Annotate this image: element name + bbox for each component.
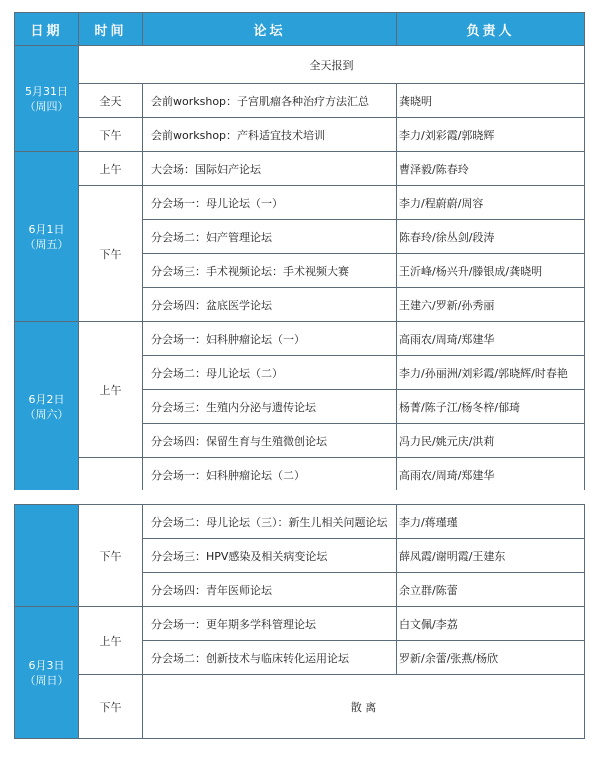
table-row bbox=[15, 322, 585, 356]
person-cell: 李力/蒋瑾瑾 bbox=[397, 505, 585, 539]
table-row bbox=[15, 46, 585, 84]
time-cell: 下午 bbox=[79, 118, 143, 152]
person-cell: 王建六/罗新/孙秀丽 bbox=[397, 288, 585, 322]
person-cell: 白文佩/李荔 bbox=[397, 607, 585, 641]
person-cell: 李力/孙丽洲/刘彩霞/郭晓辉/时春艳 bbox=[397, 356, 585, 390]
date-label: 5月31日 bbox=[25, 84, 68, 98]
forum-cell: 会前workshop：子宫肌瘤各种治疗方法汇总 bbox=[143, 84, 397, 118]
date-cell-day2 bbox=[15, 152, 79, 322]
person-cell: 李力/刘彩霞/郭晓辉 bbox=[397, 118, 585, 152]
forum-cell: 分会场三：手术视频论坛：手术视频大赛 bbox=[143, 254, 397, 288]
weekday-label: （周六） bbox=[24, 407, 69, 421]
date-label: 6月1日 bbox=[28, 222, 65, 236]
weekday-label: （周四） bbox=[24, 99, 69, 113]
person-cell: 陈春玲/徐丛剑/段涛 bbox=[397, 220, 585, 254]
person-cell: 余立群/陈蕾 bbox=[397, 573, 585, 607]
schedule-table-part2 bbox=[14, 504, 585, 739]
header-person: 负责人 bbox=[397, 13, 585, 46]
person-cell: 冯力民/姚元庆/洪莉 bbox=[397, 424, 585, 458]
forum-cell: 分会场一：妇科肿瘤论坛（二） bbox=[143, 458, 397, 492]
schedule-table-part1 bbox=[14, 12, 585, 492]
time-cell: 全天 bbox=[79, 84, 143, 118]
table-row bbox=[15, 675, 585, 739]
forum-cell: 分会场四：保留生育与生殖微创论坛 bbox=[143, 424, 397, 458]
forum-cell: 分会场四：盆底医学论坛 bbox=[143, 288, 397, 322]
forum-cell: 分会场二：母儿论坛（二） bbox=[143, 356, 397, 390]
date-label: 6月2日 bbox=[28, 392, 65, 406]
weekday-label: （周日） bbox=[24, 673, 69, 687]
forum-cell: 分会场三：生殖内分泌与遗传论坛 bbox=[143, 390, 397, 424]
date-cell-day3 bbox=[15, 322, 79, 492]
time-cell-am: 上午 bbox=[79, 322, 143, 458]
person-cell: 薛凤霞/谢明霞/王建东 bbox=[397, 539, 585, 573]
forum-cell: 分会场二：创新技术与临床转化运用论坛 bbox=[143, 641, 397, 675]
person-cell: 王沂峰/杨兴升/滕银成/龚晓明 bbox=[397, 254, 585, 288]
forum-cell: 分会场一：妇科肿瘤论坛（一） bbox=[143, 322, 397, 356]
time-cell-am: 上午 bbox=[79, 152, 143, 186]
time-cell-pm: 下午 bbox=[79, 186, 143, 322]
time-cell-am: 上午 bbox=[79, 607, 143, 675]
forum-cell: 分会场二：妇产管理论坛 bbox=[143, 220, 397, 254]
date-cell-day3-cont bbox=[15, 505, 79, 607]
person-cell: 龚晓明 bbox=[397, 84, 585, 118]
table-row bbox=[15, 152, 585, 186]
header-date: 日期 bbox=[15, 13, 79, 46]
dismissal-cell: 散 离 bbox=[143, 675, 585, 739]
header-row bbox=[15, 13, 585, 46]
header-forum: 论坛 bbox=[143, 13, 397, 46]
forum-cell: 分会场四：青年医师论坛 bbox=[143, 573, 397, 607]
person-cell: 杨菁/陈子江/杨冬梓/郁琦 bbox=[397, 390, 585, 424]
table-row bbox=[15, 458, 585, 492]
person-cell: 曹泽毅/陈春玲 bbox=[397, 152, 585, 186]
person-cell: 高雨农/周琦/郑建华 bbox=[397, 322, 585, 356]
forum-cell: 分会场三：HPV感染及相关病变论坛 bbox=[143, 539, 397, 573]
table-row bbox=[15, 118, 585, 152]
date-cell-day4 bbox=[15, 607, 79, 739]
table-row bbox=[15, 505, 585, 539]
forum-cell: 分会场二：母儿论坛（三）：新生儿相关问题论坛 bbox=[143, 505, 397, 539]
page-break-gap bbox=[10, 490, 590, 504]
time-cell-blank bbox=[79, 458, 143, 492]
time-cell-pm: 下午 bbox=[79, 675, 143, 739]
forum-cell: 分会场一：更年期多学科管理论坛 bbox=[143, 607, 397, 641]
header-time: 时间 bbox=[79, 13, 143, 46]
forum-cell: 分会场一：母儿论坛（一） bbox=[143, 186, 397, 220]
table-row bbox=[15, 84, 585, 118]
person-cell: 李力/程蔚蔚/周容 bbox=[397, 186, 585, 220]
person-cell: 罗新/余蕾/张燕/杨欣 bbox=[397, 641, 585, 675]
allday-banner: 全天报到 bbox=[79, 46, 585, 84]
weekday-label: （周五） bbox=[24, 237, 69, 251]
table-row bbox=[15, 186, 585, 220]
date-label: 6月3日 bbox=[28, 658, 65, 672]
table-row bbox=[15, 607, 585, 641]
date-cell-day1 bbox=[15, 46, 79, 152]
person-cell: 高雨农/周琦/郑建华 bbox=[397, 458, 585, 492]
forum-cell: 会前workshop：产科适宜技术培训 bbox=[143, 118, 397, 152]
forum-cell: 大会场：国际妇产论坛 bbox=[143, 152, 397, 186]
time-cell-pm: 下午 bbox=[79, 505, 143, 607]
